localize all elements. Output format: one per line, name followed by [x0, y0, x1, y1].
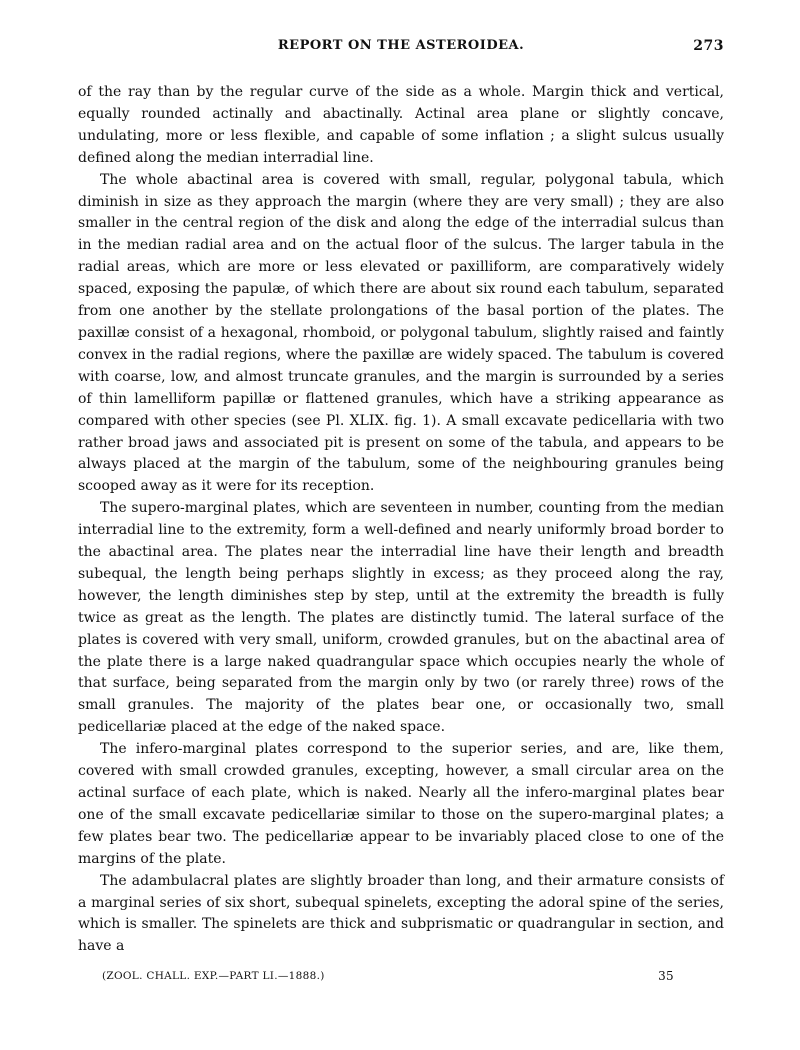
page-footer [78, 970, 724, 990]
running-title: REPORT ON THE ASTEROIDEA. [277, 38, 525, 53]
footer-citation: (ZOOL. CHALL. EXP.—PART LI.—1888.) [102, 970, 325, 982]
running-header [78, 38, 724, 64]
signature-mark: 35 [658, 969, 674, 983]
paragraph-abactinal-area: The whole abactinal area is covered with small, regular, polygonal tabula, which diminish in size as they approach the margin (where they are very small) ; they are also smaller in the central region of the disk and along the edge of the interradial sulcus than in the median radial area and on the actual floor of the sulcus. The larger tabula in the radial areas, which are more or less elevated or paxilliform, are comparatively widely spaced, exposing the papulæ, of which there are about six round each tabulum, separated from one another by the stellate prolongations of the basal portion of the plates. The paxillæ consist of a hexagonal, rhomboid, or polygonal tabulum, slightly raised and faintly convex in the radial regions, where the paxillæ are widely spaced. The tabulum is covered with coarse, low, and almost truncate granules, and the margin is surrounded by a series of thin lamelliform papillæ or flattened granules, which have a striking appearance as compared with other species (see Pl. XLIX. fig. 1). A small excavate pedicellaria with two rather broad jaws and associated pit is present on some of the tabula, and appears to be always placed at the margin of the tabulum, some of the neighbouring granules being scooped away as it were for its reception. [78, 171, 724, 495]
paragraph-infero-marginal-plates: The infero-marginal plates correspond to the superior series, and are, like them, covered with small crowded granules, excepting, however, a small circular area on the actinal surface of each plate, which is naked. Nearly all the infero-marginal plates bear one of the small excavate pedicellariæ similar to those on the supero-marginal plates; a few plates bear two. The pedicellariæ appear to be invariably placed close to one of the margins of the plate. [78, 741, 724, 867]
body-text [78, 82, 724, 958]
paragraph-supero-marginal-plates: The supero-marginal plates, which are seventeen in number, counting from the median interradial line to the extremity, form a well-defined and nearly uniformly broad border to the abactinal area. The plates near the interradial line have their length and breadth subequal, the length being perhaps slightly in excess; as they proceed along the ray, however, the length diminishes step by step, until at the extremity the breadth is fully twice as great as the length. The plates are distinctly tumid. The lateral surface of the plates is covered with very small, uniform, crowded granules, but on the abactinal area of the plate there is a large naked quadrangular space which occupies nearly the whole of that surface, being separated from the margin only by two (or rarely three) rows of the small granules. The majority of the plates bear one, or occasionally two, small pedicellariæ placed at the edge of the naked space. [78, 500, 724, 736]
book-page [78, 38, 724, 983]
paragraph-continuation: of the ray than by the regular curve of the side as a whole. Margin thick and vertical, equally rounded actinally and abactinally. Actinal area plane or slightly concave, undulating, more or less flexible, and capable of some inflation ; a slight sulcus usually defined along the median interradial line. [78, 84, 724, 166]
page-number: 273 [693, 38, 724, 54]
paragraph-adambulacral-plates: The adambulacral plates are slightly broader than long, and their armature consists of a marginal series of six short, subequal spinelets, excepting the adoral spine of the series, which is smaller. The spinelets are thick and subprismatic or quadrangular in section, and have a [78, 872, 724, 955]
